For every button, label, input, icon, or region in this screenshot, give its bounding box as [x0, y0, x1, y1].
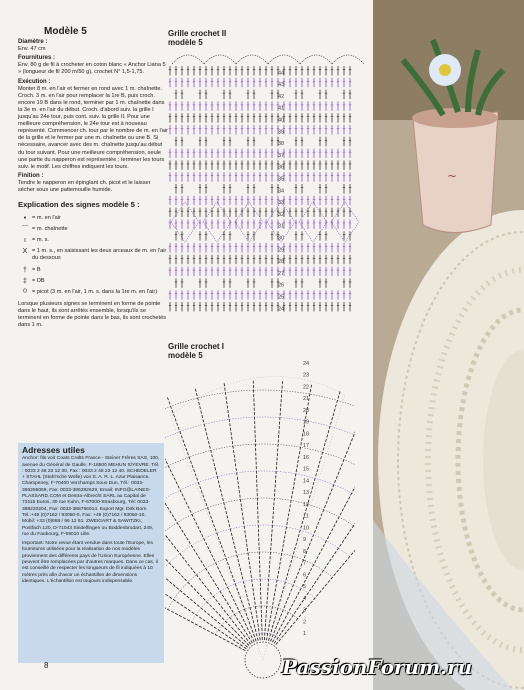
legend-symbol: X	[22, 248, 28, 256]
signs-title: Explication des signes modèle 5 :	[18, 200, 140, 210]
legend-row	[18, 278, 168, 285]
round-number: 33	[278, 200, 285, 207]
chain-diamond	[331, 202, 359, 242]
stitch-spoke	[165, 529, 245, 651]
stitch-spoke	[253, 380, 262, 640]
round-number: 7	[303, 560, 307, 567]
legend-row	[18, 248, 168, 262]
round-number: 42	[278, 93, 285, 100]
round-number: 25	[278, 294, 285, 301]
legend-row	[18, 226, 168, 233]
round-number: 40	[278, 117, 285, 124]
chain-arch	[172, 55, 204, 64]
legend-text: = m. s.	[32, 237, 49, 244]
chain-arch	[332, 55, 364, 64]
round-number: 2	[303, 619, 307, 626]
legend-text: = picot (3 m. en l'air, 1 m. s. dans la 1re m. en l'air)	[32, 288, 158, 295]
stitch-spoke	[272, 413, 355, 643]
round-number: 15	[303, 466, 310, 473]
fournitures-text: Env. 80 g de fil à crocheter en coton blanc « Anchor Liana 5 » (longueur de fil 200 m/50 g), crochet N° 1,5-1,75.	[18, 62, 166, 76]
legend-row	[18, 215, 168, 222]
page-number: 8	[44, 661, 49, 670]
round-number: 20	[303, 407, 310, 414]
chain-arc	[191, 579, 315, 622]
addresses-box	[18, 443, 164, 663]
chain-arch	[300, 55, 332, 64]
legend-symbol: ‡	[23, 277, 27, 285]
wedge-outline	[170, 377, 345, 660]
round-number: 11	[303, 513, 309, 520]
legend-text: = m. chaînette	[32, 226, 68, 233]
chain-diamond	[171, 202, 199, 242]
round-number: 16	[303, 454, 310, 461]
stitch-spoke	[270, 400, 355, 641]
round-number: 17	[303, 443, 310, 450]
legend-symbol: •	[23, 215, 27, 223]
round-number: 41	[278, 105, 285, 112]
round-number: 6	[303, 572, 307, 579]
legend-text: = B	[32, 266, 41, 273]
chain-arch	[268, 55, 300, 64]
round-number: 23	[303, 372, 310, 379]
round-number: 44	[278, 70, 285, 77]
legend-text: = 1 m. s., en saisissant les deux arceaux de m. en l'air du dessous	[32, 248, 167, 262]
chain-arch	[236, 55, 268, 64]
round-number: 34	[278, 188, 285, 195]
legend-text: = DB	[32, 277, 45, 284]
legend-row	[18, 267, 168, 274]
crochet-chart-grid-1	[165, 355, 355, 685]
legend-symbol: ᴼ	[23, 288, 27, 296]
round-number: 30	[278, 235, 285, 242]
round-number: 31	[278, 223, 285, 230]
round-number: 5	[303, 584, 307, 591]
finition-text: Tendre le napperon en épinglant ch. picot et le laisser sécher sous une pattemouille humide.	[18, 179, 151, 193]
round-number: 22	[303, 384, 310, 391]
round-number: 13	[303, 490, 310, 497]
round-number: 4	[303, 595, 307, 602]
round-number: 12	[303, 501, 310, 508]
chain-arc	[165, 525, 350, 597]
round-number: 37	[278, 152, 285, 159]
round-number: 26	[278, 282, 285, 289]
diametre-text: Env. 47 cm	[18, 46, 46, 53]
round-number: 36	[278, 164, 285, 171]
round-number: 18	[303, 431, 310, 438]
chain-arc	[165, 471, 355, 571]
stitch-spoke	[165, 423, 252, 643]
legend-row	[18, 289, 168, 296]
round-number: 28	[278, 259, 285, 266]
round-number: 27	[278, 270, 285, 277]
round-number: 32	[278, 211, 285, 218]
round-number: 39	[278, 129, 285, 136]
round-number: 38	[278, 141, 285, 148]
round-number: 24	[278, 306, 285, 312]
round-number: 10	[303, 525, 310, 532]
legend-symbol: †	[23, 266, 27, 274]
execution-heading: Exécution :	[18, 78, 51, 85]
legend-text: = m. en l'air	[32, 215, 61, 222]
round-number: 21	[303, 396, 310, 403]
important-note: Important: Notre revue étant vendue dans toute l'Europe, les fournitures utilisées pour la réalisation de nos modèles proviennent des différents pays de l'Union Européenne. Elles peuvent être remplacées par d'autres marques. Dans ce cas, il est conseillé de respecter les longueurs de fil indiquées à 10 mètres près afin d'avoir un échantillon de dimensions identiques. L'échantillon est toujours indispensable.	[22, 541, 158, 584]
svg-text:~: ~	[447, 169, 458, 183]
addresses-body: Anchor: fils voir Coats Crafts France - Steiner Frères SAS, 100, avenue du Général de Gaulle, F-18500 MEHUN S/YEVRE. Tél. : 0033 2 48 23 12 30, Fax : 0033 2 48 23 12 40. SCHEDELER + STAHL (Stahl'sche Wolle) voir S. A. R. L. Azur Plaisance, Champeney, F-70400 Verchamps Sous Dun, Tél.: 0033-386286066, Fax: 0033-386282629, Email: INFO@LAINES-PLASSARD.COM et Destra-Albrecht SARL au Capital de 73115 Euros, 30 rue Kuhn, F-67000-Strasbourg, Tél: 0033-388220204, Fax: 0033-388756014. Export Mgr. Dirk Born Tel.:+49 (0)7162 / 93050-0, Fax: +49 (0)7162 / 93050-10, Mobil: +33 (0)688 / 96 12 61. ZWEIGART & SAWITZKI, Postfach 120, D-71043 Sindelfingen ou Boddenbrodart, 249, rue du Faubourg, F-59010 Lille.	[22, 456, 160, 537]
instructions-column	[18, 28, 168, 329]
stitch-spoke	[276, 446, 355, 645]
round-number: 29	[278, 247, 285, 254]
legend-symbol: ı	[24, 237, 26, 245]
stitch-spoke	[195, 388, 258, 640]
execution-text: Monter 8 m. en l'air et fermer en rond avec 1 m. chaînette. Croch. 3 m. en l'air pour remplacer la 1re B, puis croch. encore 19 B dans le rond, terminer par 1 m. chaînette dans la 3e m. en l'air du début. Croch. d'abord suiv. la grille I jusqu'au 24e tour, puis cont. suiv. la grille II. Pour une meilleure compréhension, le 24e tour est à nouveau représenté. Commencer ch. tour par le nombre de m. en l'air de la grille et le fermer par une m. chaînette ou une B. Si nécessaire, avancer avec des m. chaînette jusqu'au début du tour suivant. Pour une meilleure compréhension, seule une partie du napperon est représentée ; terminer les tours suiv. le motif. Les chiffres indiquent les tours.	[18, 85, 168, 170]
round-number: 3	[303, 607, 307, 614]
chain-diamond	[203, 202, 231, 242]
round-number: 35	[278, 176, 285, 183]
crochet-chart-grid-2	[160, 52, 375, 312]
round-number: 19	[303, 419, 310, 426]
round-number: 9	[303, 537, 307, 544]
chain-diamond	[235, 202, 263, 242]
symbols-note: Lorsque plusieurs signes se terminent en forme de pointe dans le haut, ils sont arrêtés ensemble, lorsqu'ils se terminent en forme de pointe dans le bas, ils sont crochetés dans 1 m.	[18, 300, 167, 329]
grid1-title: Grille crochet I modèle 5	[168, 342, 225, 360]
symbol-legend	[18, 215, 168, 296]
model-title: Modèle 5	[44, 26, 87, 37]
chain-arc	[215, 606, 297, 635]
watermark-text: PassionForum.ru	[282, 655, 473, 679]
legend-row	[18, 237, 168, 244]
doily-photo	[373, 0, 524, 690]
round-number: 14	[303, 478, 310, 485]
chain-diamond	[299, 202, 327, 242]
grid2-title: Grille crochet II modèle 5	[168, 29, 227, 47]
stitch-spoke	[165, 503, 246, 648]
chain-arc	[165, 417, 355, 546]
diametre-heading: Diamètre :	[18, 39, 48, 46]
round-number: 8	[303, 548, 307, 555]
fournitures-heading: Fournitures :	[18, 55, 55, 62]
round-number: 43	[278, 82, 285, 89]
finition-heading: Finition :	[18, 172, 44, 179]
round-number: 24	[303, 361, 310, 367]
legend-symbol: ⌒	[21, 226, 29, 234]
chain-arc	[165, 390, 355, 533]
addresses-title: Adresses utiles	[22, 445, 85, 455]
stitch-spoke	[165, 408, 254, 642]
round-number: 1	[303, 631, 307, 637]
chain-arch	[204, 55, 236, 64]
